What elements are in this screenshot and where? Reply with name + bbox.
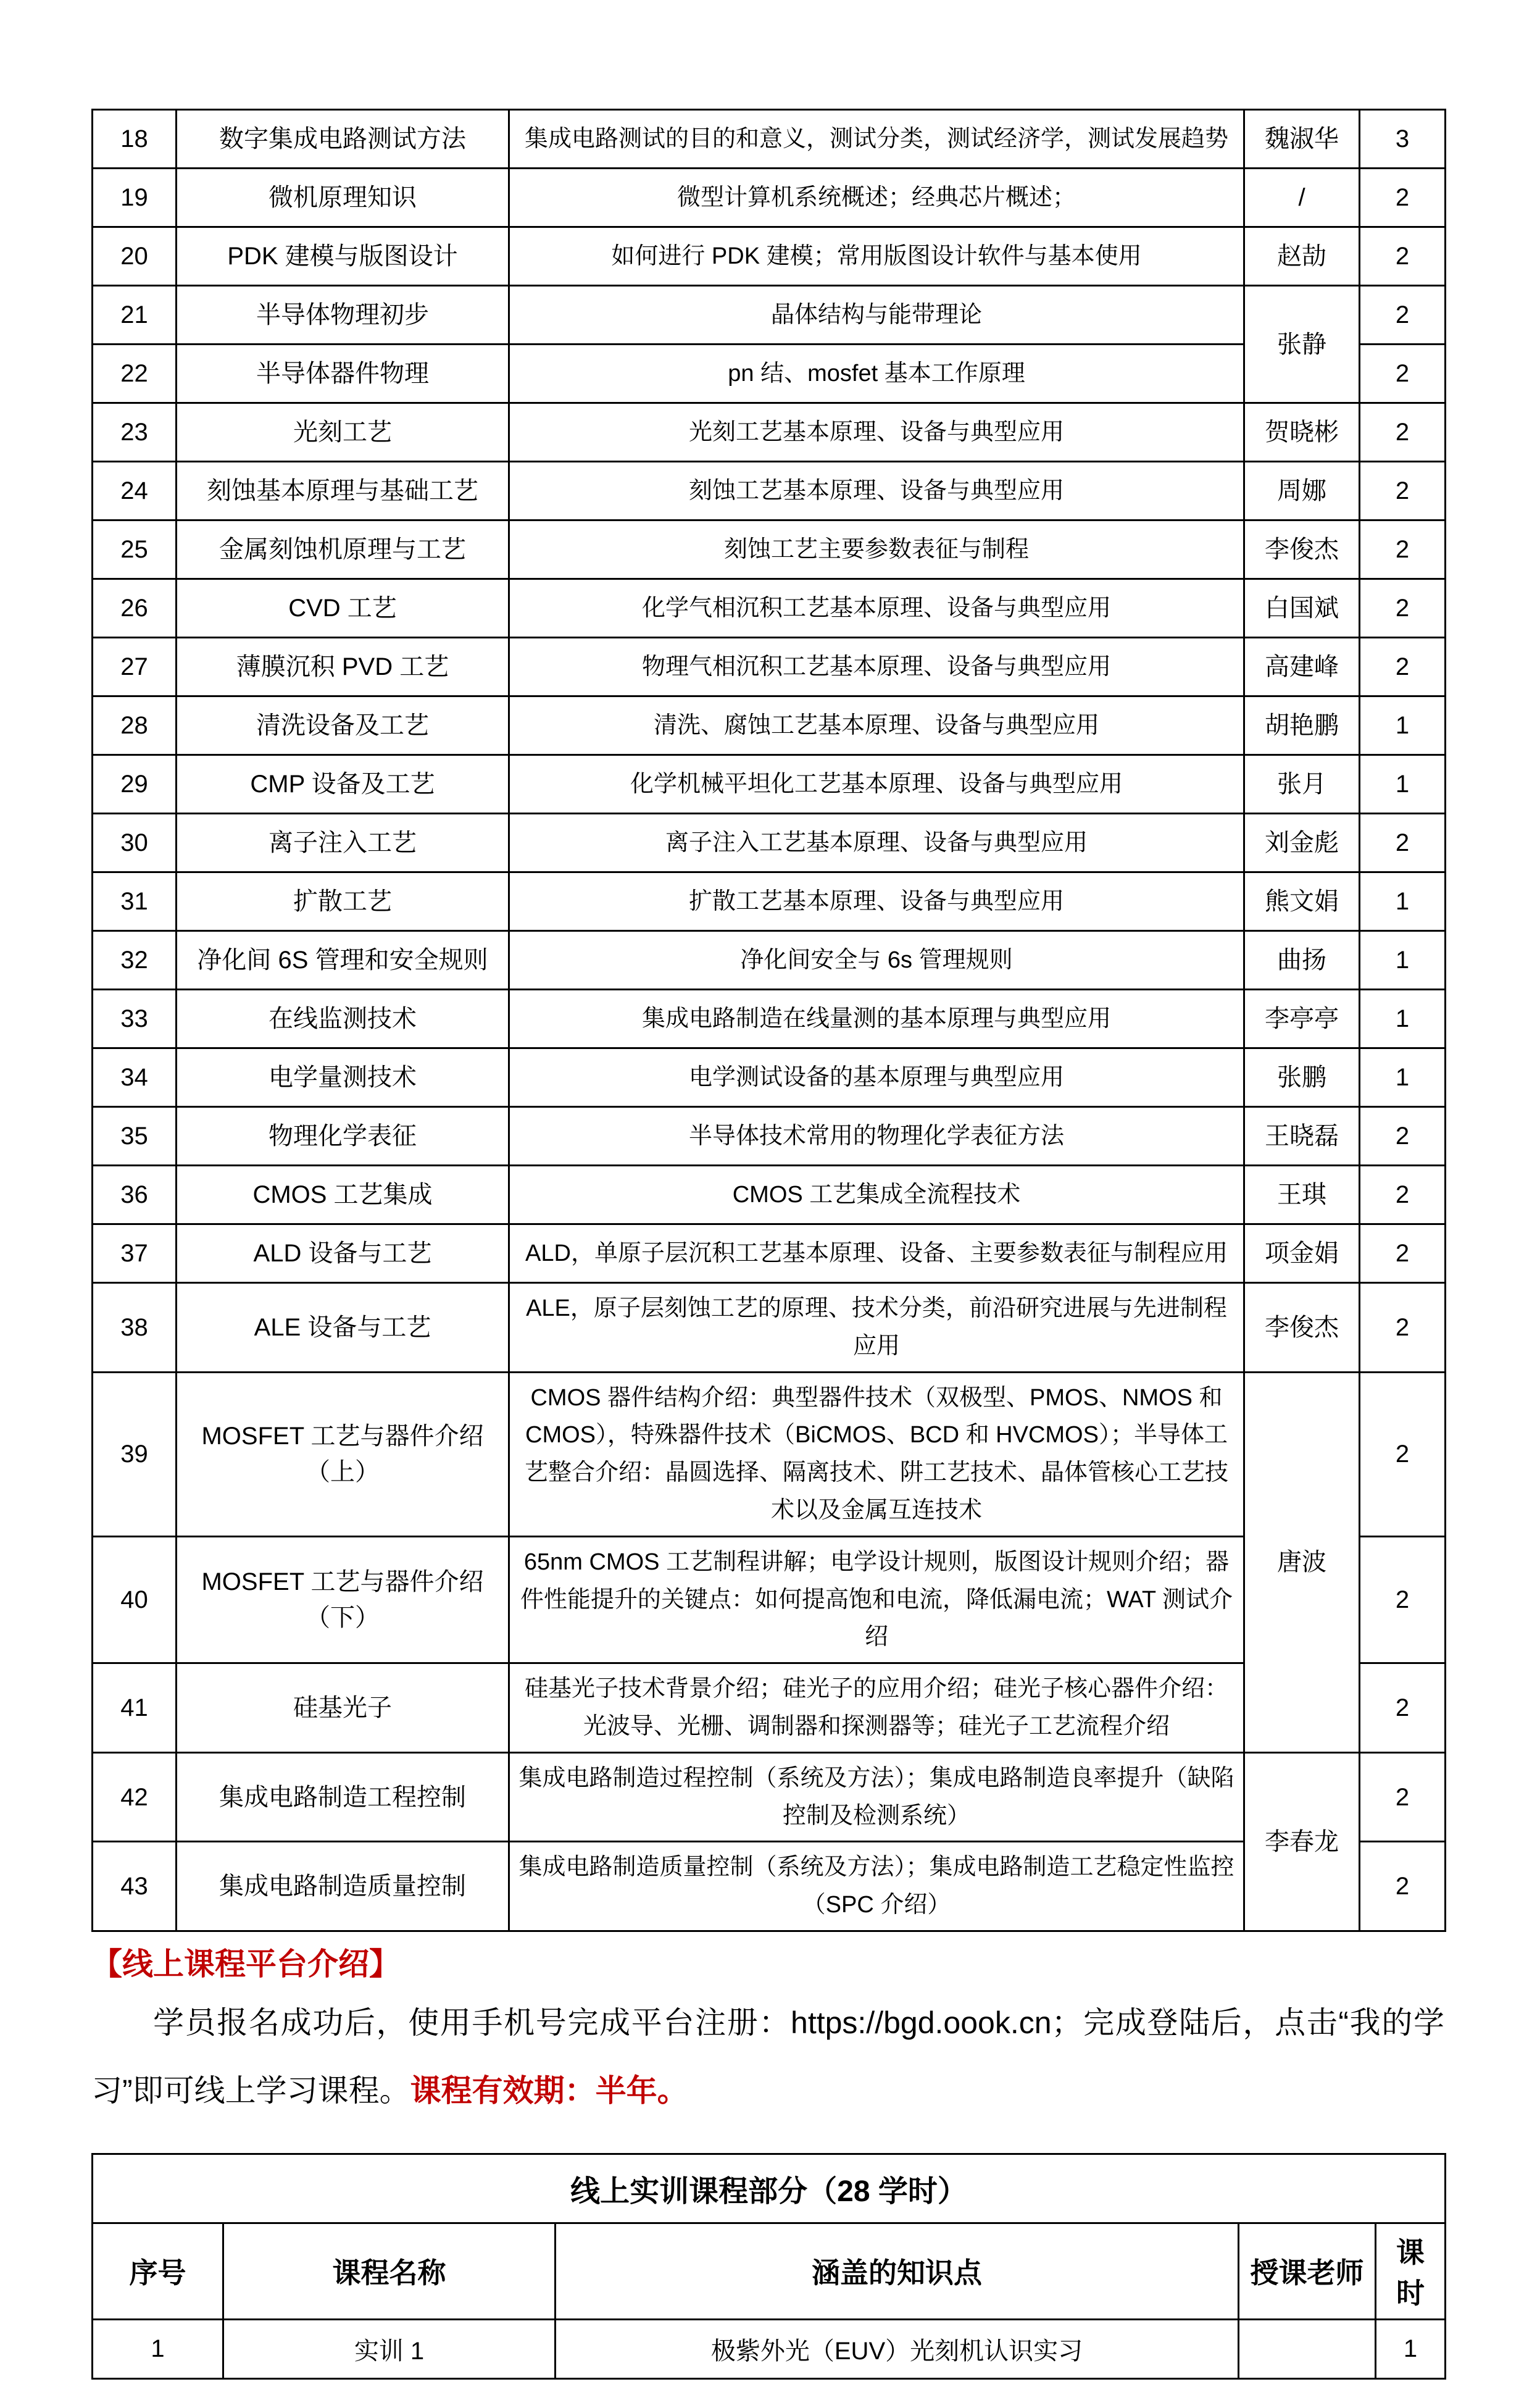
hours-cell: 1 xyxy=(1360,931,1446,990)
course-name-cell: 离子注入工艺 xyxy=(177,814,509,872)
knowledge-points-cell: CMOS 工艺集成全流程技术 xyxy=(509,1166,1244,1224)
table-row xyxy=(93,1283,1446,1373)
hours-cell: 2 xyxy=(1360,169,1446,227)
table-row xyxy=(93,990,1446,1048)
row-number-cell: 25 xyxy=(93,520,177,579)
platform-intro-heading: 【线上课程平台介绍】 xyxy=(91,1946,400,1981)
hours-cell: 2 xyxy=(1360,579,1446,638)
teacher-cell: 唐波 xyxy=(1244,1372,1360,1752)
practical-header-2: 涵盖的知识点 xyxy=(556,2223,1239,2319)
knowledge-points-cell: 物理气相沉积工艺基本原理、设备与典型应用 xyxy=(509,638,1244,696)
row-number-cell: 32 xyxy=(93,931,177,990)
course-name-cell: 物理化学表征 xyxy=(177,1107,509,1166)
platform-intro-section xyxy=(91,1946,1444,2125)
table-row xyxy=(93,520,1446,579)
knowledge-points-cell: 化学机械平坦化工艺基本原理、设备与典型应用 xyxy=(509,755,1244,814)
row-number-cell: 41 xyxy=(93,1663,177,1753)
row-number-cell: 33 xyxy=(93,990,177,1048)
course-name-cell: 集成电路制造工程控制 xyxy=(177,1752,509,1842)
row-number-cell: 20 xyxy=(93,227,177,286)
teacher-cell: 魏淑华 xyxy=(1244,110,1360,169)
course-name-cell: 在线监测技术 xyxy=(177,990,509,1048)
online-course-table-body xyxy=(93,110,1446,1931)
hours-cell: 1 xyxy=(1360,1048,1446,1107)
row-number-cell: 23 xyxy=(93,403,177,462)
hours-cell: 2 xyxy=(1360,638,1446,696)
knowledge-points-cell: 光刻工艺基本原理、设备与典型应用 xyxy=(509,403,1244,462)
course-name-cell: CVD 工艺 xyxy=(177,579,509,638)
table-row xyxy=(93,462,1446,520)
course-name-cell: 刻蚀基本原理与基础工艺 xyxy=(177,462,509,520)
platform-intro-text: 学员报名成功后，使用手机号完成平台注册：https://bgd.oook.cn；完成登陆后，点击“我的学习”即可线上学习课程。 xyxy=(91,2005,1444,2108)
course-name-cell: 微机原理知识 xyxy=(177,169,509,227)
table-row xyxy=(93,872,1446,931)
table-row xyxy=(93,755,1446,814)
knowledge-points-cell: ALE，原子层刻蚀工艺的原理、技术分类，前沿研究进展与先进制程应用 xyxy=(509,1283,1244,1373)
knowledge-points-cell: 极紫外光（EUV）光刻机认识实习 xyxy=(556,2319,1239,2378)
hours-cell: 1 xyxy=(1360,755,1446,814)
practical-table-header-row xyxy=(93,2223,1446,2319)
row-number-cell: 43 xyxy=(93,1842,177,1931)
course-name-cell: 实训 1 xyxy=(223,2319,556,2378)
knowledge-points-cell: 如何进行 PDK 建模；常用版图设计软件与基本使用 xyxy=(509,227,1244,286)
row-number-cell: 26 xyxy=(93,579,177,638)
hours-cell: 2 xyxy=(1360,1107,1446,1166)
hours-cell: 1 xyxy=(1360,872,1446,931)
course-name-cell: 半导体物理初步 xyxy=(177,286,509,345)
practical-header-4: 课时 xyxy=(1376,2223,1446,2319)
hours-cell: 2 xyxy=(1360,520,1446,579)
table-row xyxy=(93,579,1446,638)
knowledge-points-cell: 刻蚀工艺基本原理、设备与典型应用 xyxy=(509,462,1244,520)
course-validity-note: 课程有效期：半年。 xyxy=(410,2073,688,2108)
teacher-cell: 李春龙 xyxy=(1244,1752,1360,1931)
row-number-cell: 31 xyxy=(93,872,177,931)
course-name-cell: CMP 设备及工艺 xyxy=(177,755,509,814)
table-row xyxy=(93,931,1446,990)
table-row xyxy=(93,110,1446,169)
table-row xyxy=(93,345,1446,403)
teacher-cell: 李俊杰 xyxy=(1244,520,1360,579)
practical-table-title: 线上实训课程部分（28 学时） xyxy=(93,2154,1446,2223)
hours-cell: 2 xyxy=(1360,1536,1446,1663)
row-number-cell: 1 xyxy=(93,2319,223,2378)
course-name-cell: PDK 建模与版图设计 xyxy=(177,227,509,286)
teacher-cell: / xyxy=(1244,169,1360,227)
online-course-table xyxy=(91,109,1446,1932)
row-number-cell: 36 xyxy=(93,1166,177,1224)
knowledge-points-cell: 集成电路制造质量控制（系统及方法）；集成电路制造工艺稳定性监控（SPC 介绍） xyxy=(509,1842,1244,1931)
course-name-cell: 半导体器件物理 xyxy=(177,345,509,403)
document-content xyxy=(91,109,1444,2380)
table-row xyxy=(93,1224,1446,1283)
practical-table-body xyxy=(93,2319,1446,2378)
table-row xyxy=(93,1107,1446,1166)
row-number-cell: 19 xyxy=(93,169,177,227)
course-name-cell: 电学量测技术 xyxy=(177,1048,509,1107)
teacher-cell: 张静 xyxy=(1244,286,1360,403)
teacher-cell: 白国斌 xyxy=(1244,579,1360,638)
teacher-cell: 李亭亭 xyxy=(1244,990,1360,1048)
teacher-cell: 熊文娟 xyxy=(1244,872,1360,931)
knowledge-points-cell: 微型计算机系统概述；经典芯片概述； xyxy=(509,169,1244,227)
row-number-cell: 18 xyxy=(93,110,177,169)
row-number-cell: 21 xyxy=(93,286,177,345)
hours-cell: 1 xyxy=(1376,2319,1446,2378)
teacher-cell: 张鹏 xyxy=(1244,1048,1360,1107)
hours-cell: 2 xyxy=(1360,1166,1446,1224)
knowledge-points-cell: 集成电路测试的目的和意义，测试分类，测试经济学，测试发展趋势 xyxy=(509,110,1244,169)
course-name-cell: 光刻工艺 xyxy=(177,403,509,462)
teacher-cell: 贺晓彬 xyxy=(1244,403,1360,462)
table-row xyxy=(93,403,1446,462)
hours-cell: 2 xyxy=(1360,462,1446,520)
table-row xyxy=(93,638,1446,696)
course-name-cell: 金属刻蚀机原理与工艺 xyxy=(177,520,509,579)
course-name-cell: 净化间 6S 管理和安全规则 xyxy=(177,931,509,990)
table-row xyxy=(93,1842,1446,1931)
table-row xyxy=(93,1372,1446,1536)
row-number-cell: 27 xyxy=(93,638,177,696)
row-number-cell: 30 xyxy=(93,814,177,872)
teacher-cell: 刘金彪 xyxy=(1244,814,1360,872)
hours-cell: 2 xyxy=(1360,1842,1446,1931)
table-row xyxy=(93,1663,1446,1753)
platform-intro-paragraph xyxy=(91,1989,1444,2125)
knowledge-points-cell: 净化间安全与 6s 管理规则 xyxy=(509,931,1244,990)
row-number-cell: 38 xyxy=(93,1283,177,1373)
row-number-cell: 42 xyxy=(93,1752,177,1842)
teacher-cell: 胡艳鹏 xyxy=(1244,696,1360,755)
teacher-cell: 王晓磊 xyxy=(1244,1107,1360,1166)
hours-cell: 2 xyxy=(1360,1372,1446,1536)
course-name-cell: 硅基光子 xyxy=(177,1663,509,1753)
course-name-cell: 扩散工艺 xyxy=(177,872,509,931)
teacher-cell xyxy=(1239,2319,1376,2378)
practical-course-table xyxy=(91,2153,1446,2380)
table-row xyxy=(93,814,1446,872)
hours-cell: 2 xyxy=(1360,1752,1446,1842)
row-number-cell: 34 xyxy=(93,1048,177,1107)
course-name-cell: CMOS 工艺集成 xyxy=(177,1166,509,1224)
knowledge-points-cell: 化学气相沉积工艺基本原理、设备与典型应用 xyxy=(509,579,1244,638)
knowledge-points-cell: 集成电路制造过程控制（系统及方法）；集成电路制造良率提升（缺陷控制及检测系统） xyxy=(509,1752,1244,1842)
teacher-cell: 王琪 xyxy=(1244,1166,1360,1224)
table-row xyxy=(93,169,1446,227)
table-row xyxy=(93,1166,1446,1224)
hours-cell: 1 xyxy=(1360,696,1446,755)
knowledge-points-cell: 集成电路制造在线量测的基本原理与典型应用 xyxy=(509,990,1244,1048)
knowledge-points-cell: 半导体技术常用的物理化学表征方法 xyxy=(509,1107,1244,1166)
table-row xyxy=(93,286,1446,345)
knowledge-points-cell: ALD，单原子层沉积工艺基本原理、设备、主要参数表征与制程应用 xyxy=(509,1224,1244,1283)
table-row xyxy=(93,2319,1446,2378)
course-name-cell: ALD 设备与工艺 xyxy=(177,1224,509,1283)
teacher-cell: 周娜 xyxy=(1244,462,1360,520)
table-row xyxy=(93,696,1446,755)
row-number-cell: 39 xyxy=(93,1372,177,1536)
hours-cell: 2 xyxy=(1360,814,1446,872)
practical-header-1: 课程名称 xyxy=(223,2223,556,2319)
course-name-cell: MOSFET 工艺与器件介绍（下） xyxy=(177,1536,509,1663)
hours-cell: 2 xyxy=(1360,227,1446,286)
knowledge-points-cell: 晶体结构与能带理论 xyxy=(509,286,1244,345)
hours-cell: 2 xyxy=(1360,286,1446,345)
teacher-cell: 曲扬 xyxy=(1244,931,1360,990)
course-name-cell: MOSFET 工艺与器件介绍（上） xyxy=(177,1372,509,1536)
practical-table-title-row xyxy=(93,2154,1446,2223)
knowledge-points-cell: 刻蚀工艺主要参数表征与制程 xyxy=(509,520,1244,579)
row-number-cell: 40 xyxy=(93,1536,177,1663)
knowledge-points-cell: 硅基光子技术背景介绍；硅光子的应用介绍；硅光子核心器件介绍：光波导、光栅、调制器和探测器等；硅光子工艺流程介绍 xyxy=(509,1663,1244,1753)
row-number-cell: 37 xyxy=(93,1224,177,1283)
hours-cell: 1 xyxy=(1360,990,1446,1048)
teacher-cell: 项金娟 xyxy=(1244,1224,1360,1283)
hours-cell: 2 xyxy=(1360,345,1446,403)
row-number-cell: 24 xyxy=(93,462,177,520)
row-number-cell: 35 xyxy=(93,1107,177,1166)
table-row xyxy=(93,1048,1446,1107)
knowledge-points-cell: pn 结、mosfet 基本工作原理 xyxy=(509,345,1244,403)
table-row xyxy=(93,1536,1446,1663)
hours-cell: 2 xyxy=(1360,1663,1446,1753)
knowledge-points-cell: 65nm CMOS 工艺制程讲解；电学设计规则，版图设计规则介绍；器件性能提升的关键点：如何提高饱和电流，降低漏电流；WAT 测试介绍 xyxy=(509,1536,1244,1663)
practical-header-3: 授课老师 xyxy=(1239,2223,1376,2319)
row-number-cell: 29 xyxy=(93,755,177,814)
course-name-cell: 薄膜沉积 PVD 工艺 xyxy=(177,638,509,696)
course-name-cell: 清洗设备及工艺 xyxy=(177,696,509,755)
knowledge-points-cell: CMOS 器件结构介绍：典型器件技术（双极型、PMOS、NMOS 和 CMOS），特殊器件技术（BiCMOS、BCD 和 HVCMOS）；半导体工艺整合介绍：晶圆选择、隔离技术、阱工艺技术、晶体管核心工艺技术以及金属互连技术 xyxy=(509,1372,1244,1536)
knowledge-points-cell: 离子注入工艺基本原理、设备与典型应用 xyxy=(509,814,1244,872)
teacher-cell: 李俊杰 xyxy=(1244,1283,1360,1373)
table-row xyxy=(93,227,1446,286)
row-number-cell: 28 xyxy=(93,696,177,755)
hours-cell: 2 xyxy=(1360,1224,1446,1283)
course-name-cell: ALE 设备与工艺 xyxy=(177,1283,509,1373)
hours-cell: 3 xyxy=(1360,110,1446,169)
course-name-cell: 数字集成电路测试方法 xyxy=(177,110,509,169)
table-row xyxy=(93,1752,1446,1842)
hours-cell: 2 xyxy=(1360,403,1446,462)
teacher-cell: 赵劼 xyxy=(1244,227,1360,286)
practical-header-0: 序号 xyxy=(93,2223,223,2319)
knowledge-points-cell: 扩散工艺基本原理、设备与典型应用 xyxy=(509,872,1244,931)
knowledge-points-cell: 清洗、腐蚀工艺基本原理、设备与典型应用 xyxy=(509,696,1244,755)
course-name-cell: 集成电路制造质量控制 xyxy=(177,1842,509,1931)
teacher-cell: 高建峰 xyxy=(1244,638,1360,696)
hours-cell: 2 xyxy=(1360,1283,1446,1373)
row-number-cell: 22 xyxy=(93,345,177,403)
knowledge-points-cell: 电学测试设备的基本原理与典型应用 xyxy=(509,1048,1244,1107)
teacher-cell: 张月 xyxy=(1244,755,1360,814)
